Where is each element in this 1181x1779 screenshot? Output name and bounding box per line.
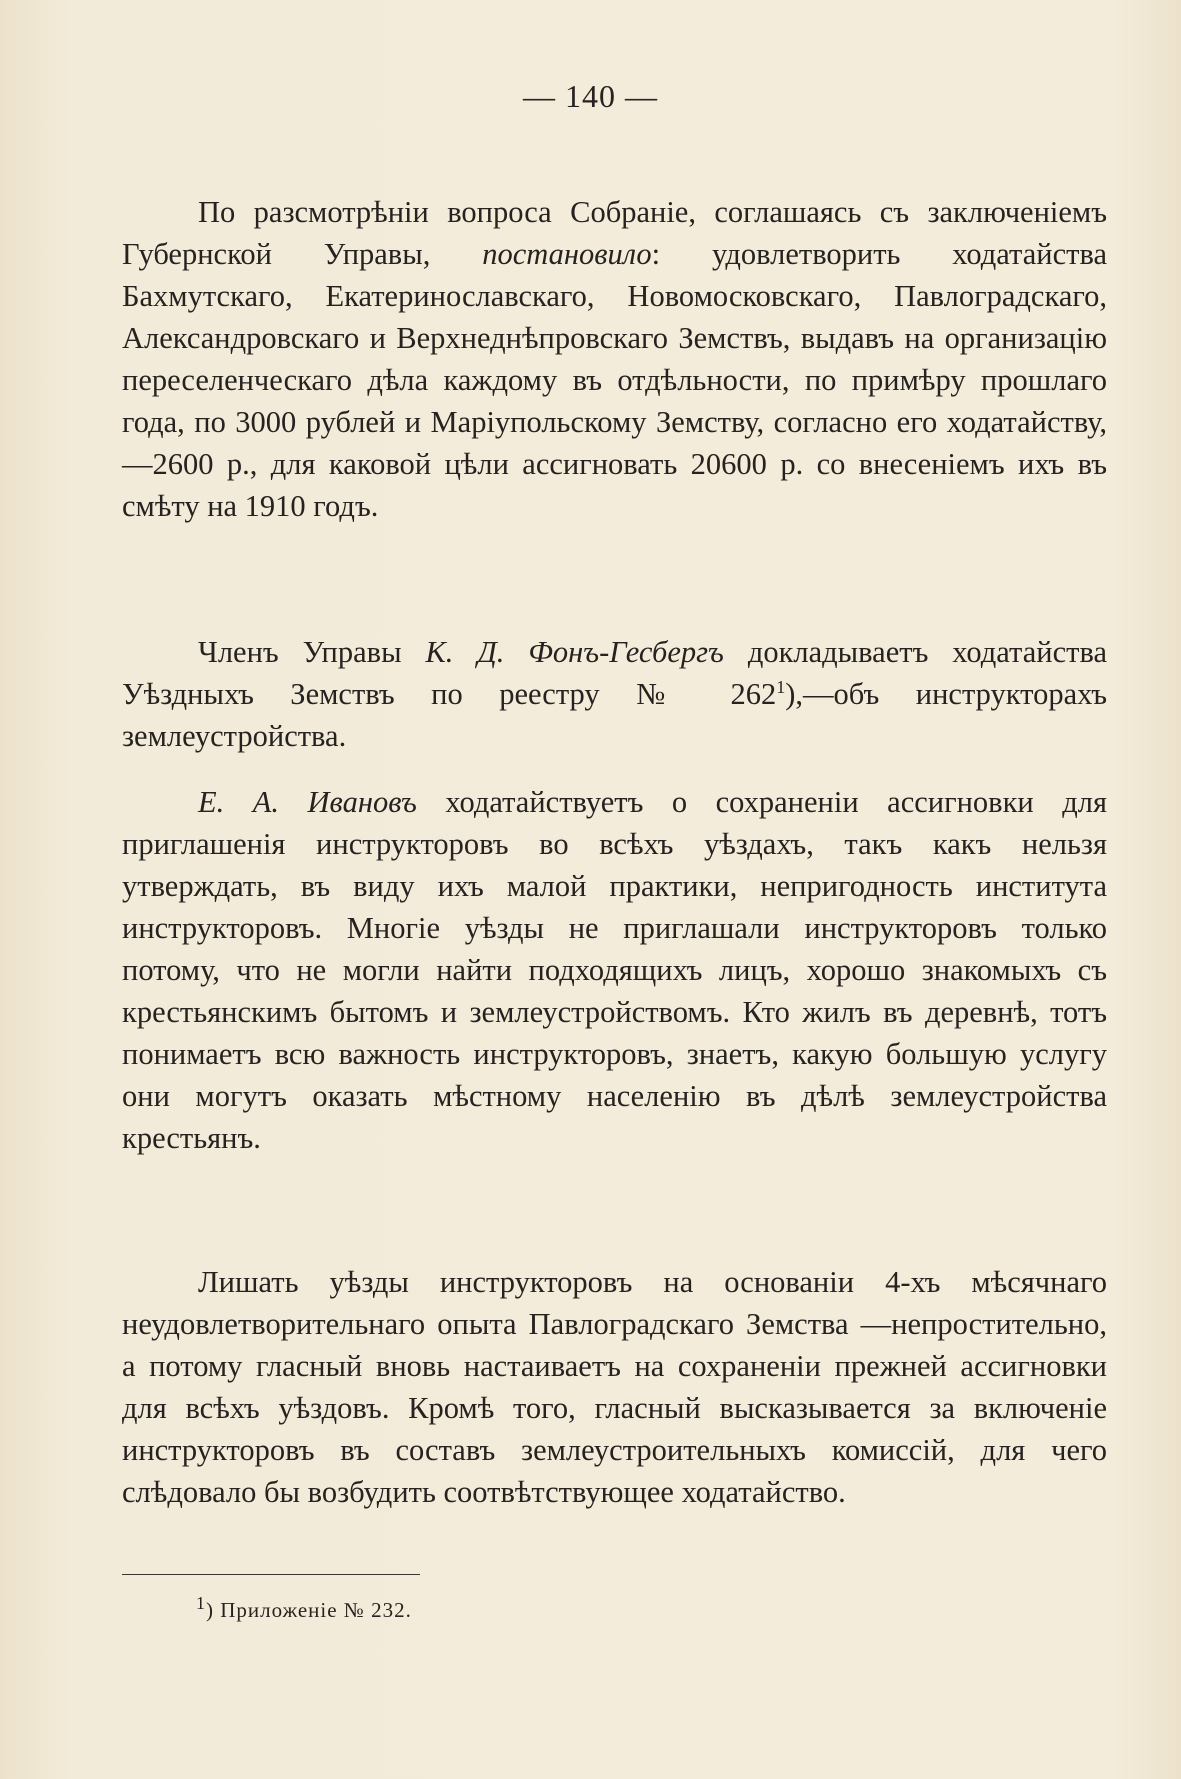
- paragraph-text: : удовлетворить ходатайства Бахмутскаго, Екатеринославскаго, Новомосковскаго, Павлоградскаго, Александровскаго и Верхнеднѣпровскаго Земствъ, выдавъ на организацію переселенческаго дѣла каждому въ отдѣльности, по примѣру прошлаго года, по 3000 рублей и Маріупольскому Земству, согласно его ходатайству,—2600 р., для каковой цѣли ассигновать 20600 р. со внесеніемъ ихъ въ смѣту на 1910 годъ.: [122, 236, 1107, 523]
- paragraph-text: докладываетъ ходатайства Уѣздныхъ Земствъ по реестру № 262: [122, 634, 1107, 711]
- footnote: [196, 1593, 412, 1623]
- paragraph-petition: [122, 781, 1107, 1159]
- paragraph-text: По разсмотрѣніи вопроса Собраніе, соглашаясь съ заключеніемъ Губернской Управы,: [122, 194, 1107, 271]
- page-number: — 140 —: [523, 78, 658, 114]
- paragraph-text: ходатайствуетъ о сохраненіи ассигновки для приглашенія инструкторовъ во всѣхъ уѣздахъ, такъ какъ нельзя утверждать, въ виду ихъ малой практики, непригодность института инструкторовъ. Многіе уѣзды не приглашали инструкторовъ только потому, что не могли найти подходящихъ лицъ, хорошо знакомыхъ съ крестьянскимъ бытомъ и землеустройствомъ. Кто жилъ въ деревнѣ, тотъ понимаетъ всю важность инструкторовъ, знаетъ, какую большую услугу они могутъ оказать мѣстному населенію въ дѣлѣ землеустройства крестьянъ.: [122, 784, 1107, 1155]
- footnote-reference: 1: [776, 676, 786, 697]
- paragraph-report: [122, 631, 1107, 757]
- paragraph-resolution: [122, 191, 1107, 527]
- speaker-name: Е. А. Ивановъ: [198, 784, 417, 819]
- footnote-divider: [122, 1574, 420, 1575]
- paragraph-text: Членъ Управы: [198, 634, 426, 669]
- paragraph-argument: [122, 1261, 1107, 1513]
- speaker-name: К. Д. Фонъ-Гесбергъ: [425, 634, 724, 669]
- italic-emphasis: постановило: [482, 236, 652, 271]
- footnote-marker: 1: [196, 1593, 206, 1613]
- footnote-text: ) Приложеніе № 232.: [206, 1598, 412, 1622]
- paragraph-text: ),—объ инструкторахъ землеустройства.: [122, 676, 1107, 753]
- paragraph-text: Лишать уѣзды инструкторовъ на основаніи 4-хъ мѣсячнаго неудовлетворительнаго опыта Павлоградскаго Земства —непростительно, а потому гласный вновь настаиваетъ на сохраненіи прежней ассигновки для всѣхъ уѣздовъ. Кромѣ того, гласный высказывается за включеніе инструкторовъ въ составъ землеустроительныхъ комиссій, для чего слѣдовало бы возбудить соотвѣтствующее ходатайство.: [122, 1264, 1107, 1509]
